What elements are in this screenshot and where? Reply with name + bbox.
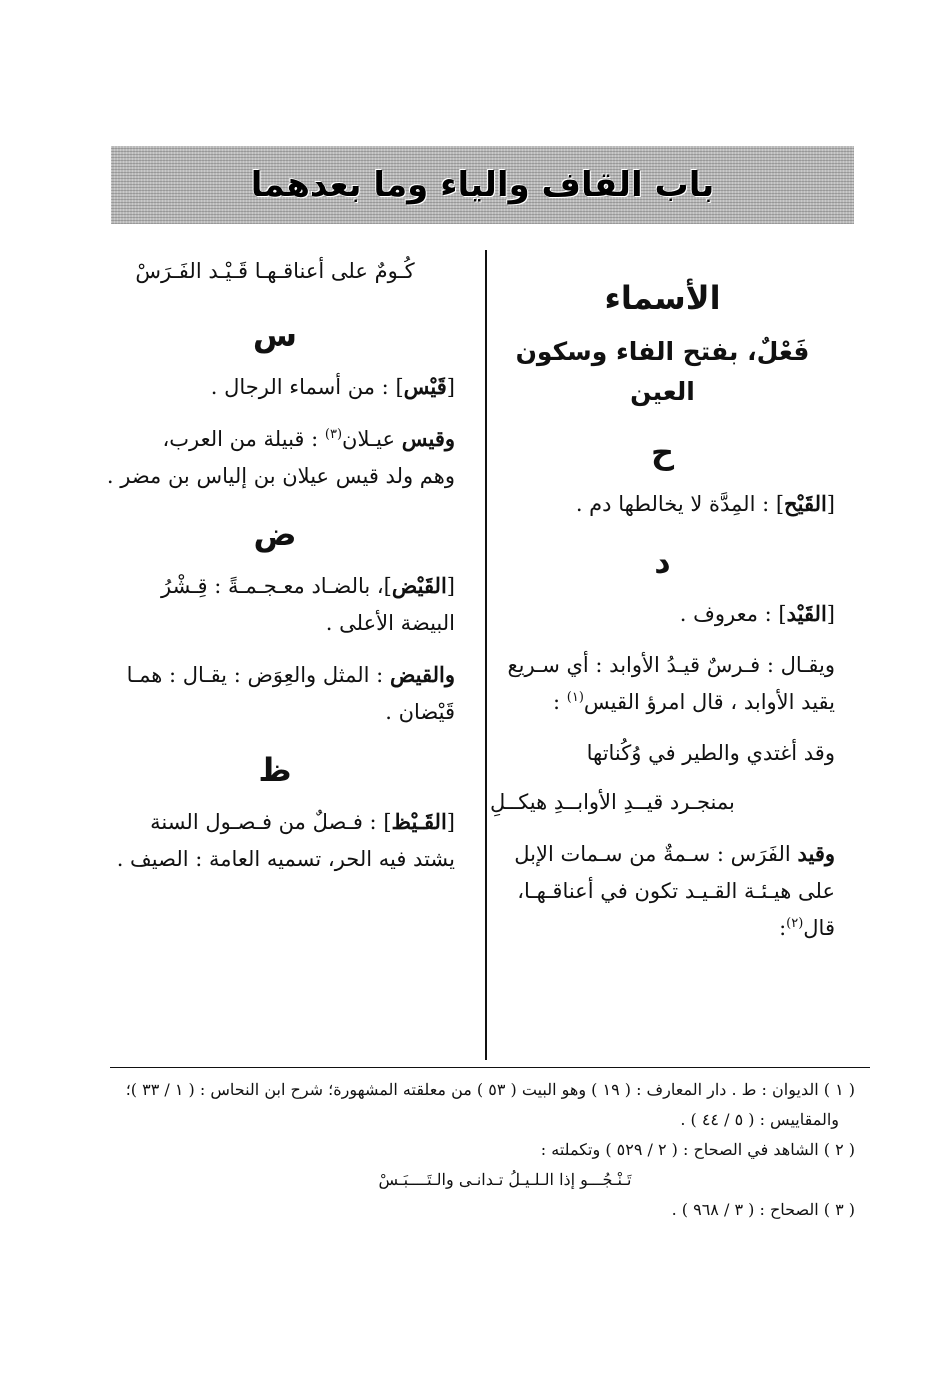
entry-text: : قبيلة من العرب، xyxy=(162,427,319,451)
entry-text: ، بالضـاد معـجـمـةً : قِـشْرُ xyxy=(161,574,384,598)
pattern-title: فَعْلٌ، بفتح الفاء وسكون العين xyxy=(515,337,810,406)
entry-text: : المِدَّة لا يخالطها دم . xyxy=(575,492,770,516)
column-divider xyxy=(485,250,487,1060)
qayz-continuation: يشتد فيه الحر، تسميه العامة : الصيف . xyxy=(116,847,455,871)
letter-heading-ha: ح xyxy=(650,433,675,471)
footnote-ref-2[interactable]: (٢) xyxy=(786,916,804,931)
entry-qayd-faras xyxy=(490,836,835,872)
qala-text: قال xyxy=(803,916,835,940)
entry-text: : معروف . xyxy=(679,602,772,626)
qays-aylan-continuation: وهم ولد قيس عيلان بن إلياس بن مضر . xyxy=(106,464,455,488)
entry-qayz: [القَـيْظ] : فـصلٌ من فـصـول السنة xyxy=(150,809,455,834)
entry-text: عيـلان xyxy=(342,427,396,451)
entry-text: الفَرَس : سـمةٌ من سـمات الإبل xyxy=(514,842,791,866)
right-column xyxy=(490,262,835,962)
letter-heading-dad: ض xyxy=(253,515,297,553)
entry-qayd-iwad xyxy=(95,657,455,693)
section-title: الأسماء xyxy=(604,279,721,317)
entry-qays-aylan xyxy=(95,421,455,457)
footnote-ref-3[interactable]: (٣) xyxy=(324,427,343,442)
footnote-ref-1[interactable]: (١) xyxy=(566,690,584,705)
footnote-3-line-1: ( ٣ ) الصحاح : ( ٣ / ٩٦٨ ) . xyxy=(671,1200,855,1219)
entry-qayd-dad: [القَيْض]، بالضـاد معـجـمـةً : قِـشْرُ xyxy=(161,573,455,598)
footnote-1-line-2: والمقاييس : ( ٥ / ٤٤ ) . xyxy=(680,1110,839,1129)
entry-term: وقيس xyxy=(401,426,455,451)
qayd-iwad-continuation: قَيْضان . xyxy=(385,700,455,724)
left-column xyxy=(95,254,455,893)
letter-heading-zha: ظ xyxy=(258,751,292,789)
qayd-dad-continuation: البيضة الأعلى . xyxy=(325,611,455,635)
entry-term: القَيْض xyxy=(391,573,447,598)
entry-text: : المثل والعِوَض : يقـال : همـا xyxy=(126,663,384,687)
footnote-rule xyxy=(110,1067,870,1068)
footnote-2-line-1: ( ٢ ) الشاهد في الصحاح : ( ٢ / ٥٢٩ ) وتكملته : xyxy=(540,1140,855,1159)
entry-qays: [قَيْس] : من أسماء الرجال . xyxy=(210,374,455,399)
qayd-saying-line-1: ويقـال : فـرسٌ قيـدُ الأوابد : أي سـريع xyxy=(507,653,835,677)
letter-heading-dal: د xyxy=(654,543,671,581)
qayd-saying-text: يقيد الأوابد ، قال امرؤ القيس xyxy=(583,690,835,714)
qayd-faras-continuation: على هيـئـة القـيـد تكون في أعناقـهـا، xyxy=(517,879,835,903)
chapter-title: باب القاف والياء وما بعدهما xyxy=(250,165,715,205)
entry-qayd: [القَيْد] : معروف . xyxy=(679,601,835,626)
entry-term: وقيد xyxy=(797,841,835,866)
verse-continuation: كُـومٌ على أعناقـهـا قَـيْـد الفَـرَسْ xyxy=(135,259,415,283)
entry-term: قَيْس xyxy=(403,374,447,399)
footnotes xyxy=(75,1075,855,1225)
verse-line-1: وقد أغتدي والطير في وُكُناتها xyxy=(586,741,835,765)
entry-text: : فـصلٌ من فـصـول السنة xyxy=(150,810,377,834)
qayd-saying-line-2 xyxy=(490,685,835,720)
footnote-2-verse: تَـنْـجُـــو إذا الـلـيـلُ تـدانـى والـتَــــبَـسْ xyxy=(378,1170,632,1189)
qayd-saying-colon: : xyxy=(552,690,561,714)
entry-term: القَيْح xyxy=(784,491,827,516)
entry-term: والقيض xyxy=(389,662,455,687)
entry-qayh: [القَيْح] : المِدَّة لا يخالطها دم . xyxy=(575,491,835,516)
entry-term: القَيْد xyxy=(786,601,827,626)
entry-text: : من أسماء الرجال . xyxy=(210,375,389,399)
chapter-banner xyxy=(111,146,854,224)
qala-colon: : xyxy=(779,916,787,940)
qala-line xyxy=(490,911,835,946)
letter-heading-sin: س xyxy=(252,316,298,354)
entry-term: القَـيْظ xyxy=(391,809,447,834)
footnote-1-line-1: ( ١ ) الديوان : ط . دار المعارف : ( ١٩ ) وهو البيت ( ٥٣ ) من معلقته المشهورة؛ شرح ابن النحاس : ( ١ / ٣٣ )؛ xyxy=(125,1080,855,1099)
verse-line-2: بمنجـرد قيــدِ الأوابــدِ هيكــلِ xyxy=(490,790,735,814)
